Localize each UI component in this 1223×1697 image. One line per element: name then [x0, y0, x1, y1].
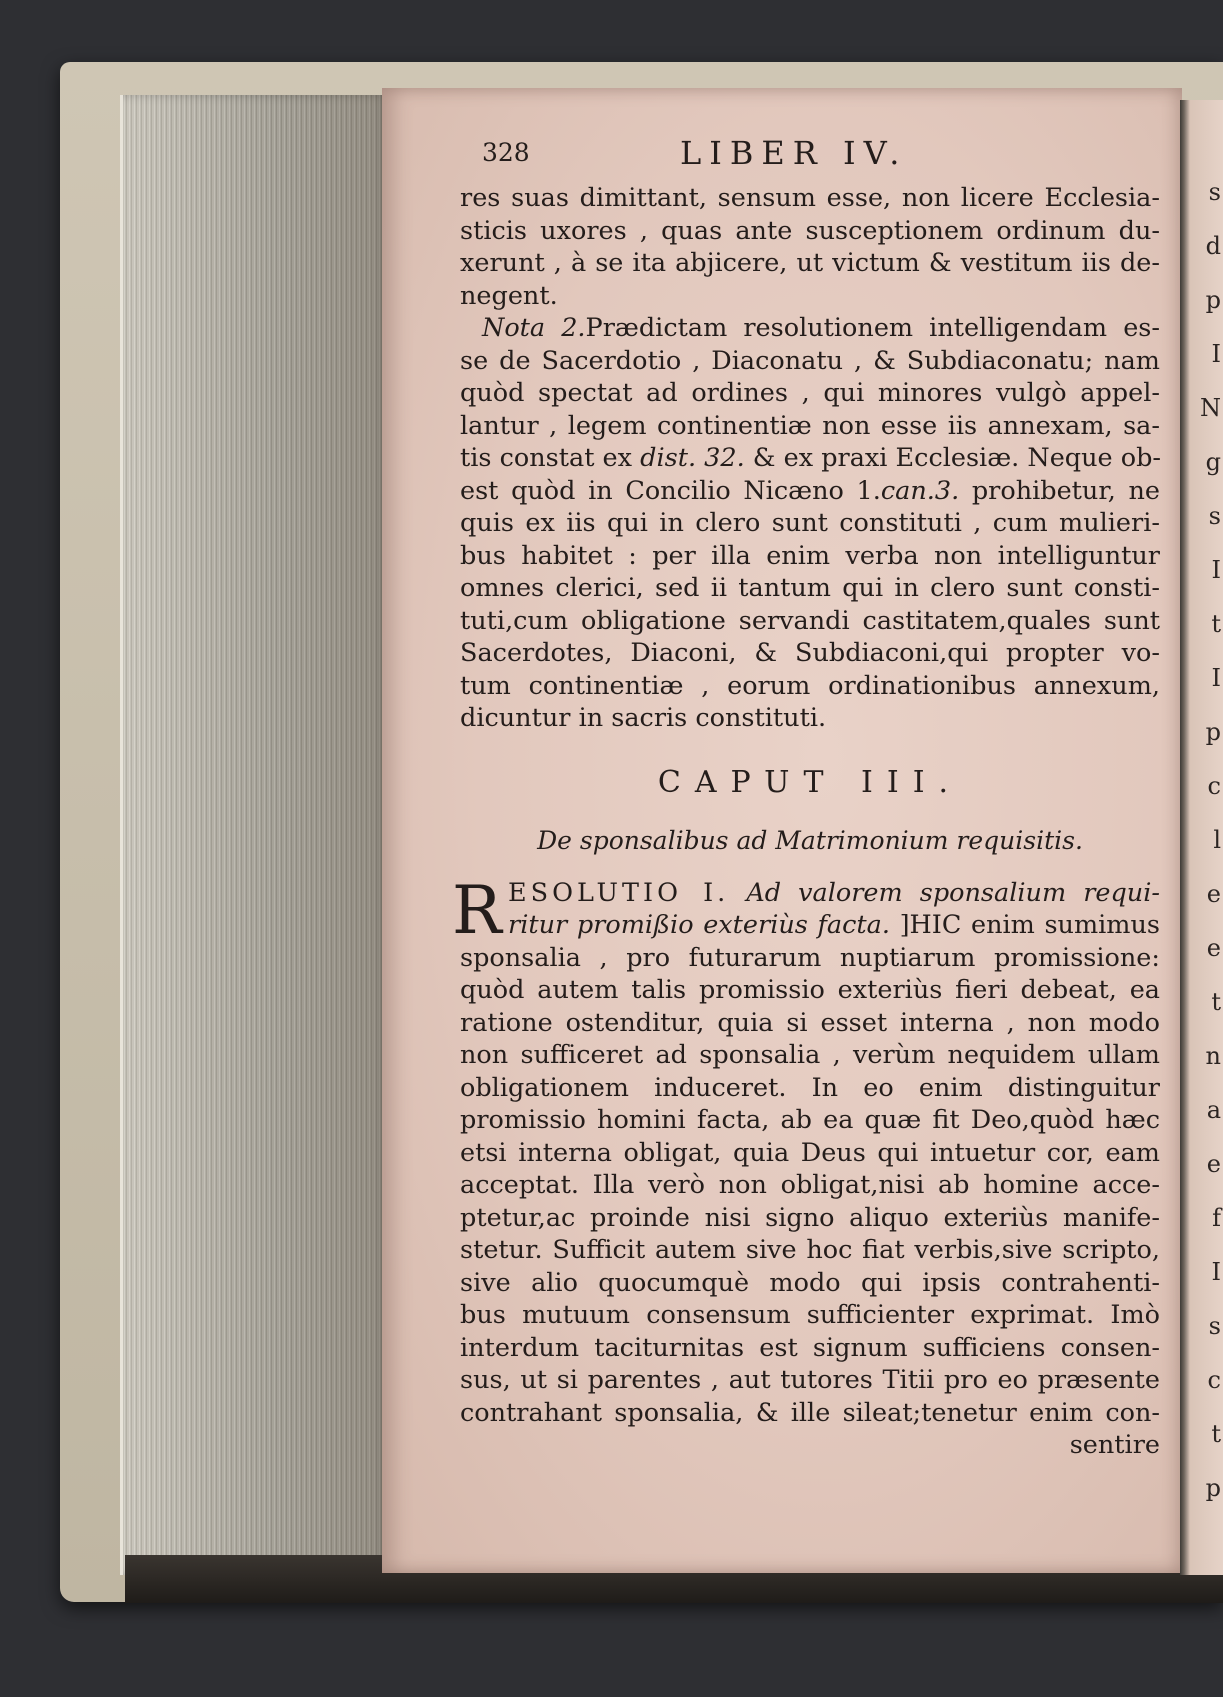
- facing-page-letter: c: [1207, 772, 1221, 800]
- facing-page-letter: I: [1211, 340, 1221, 368]
- text-line: promissio homini facta, ab ea quæ fit Deo,quòd hæc: [460, 1105, 1160, 1135]
- text-line: omnes clerici, sed ii tantum qui in clero sunt consti-: [460, 573, 1160, 603]
- text-line: obligationem induceret. In eo enim distinguitur: [460, 1072, 1160, 1103]
- text-line: dicuntur in sacris constituti.: [460, 703, 827, 733]
- text-line: sticis uxores , quas ante susceptionem ordinum du-: [460, 215, 1160, 246]
- text-line: Sacerdotes, Diaconi, & Subdiaconi,qui propter vo-: [460, 638, 1160, 668]
- text-line: se de Sacerdotio , Diaconatu , & Subdiaconatu; nam: [460, 345, 1160, 376]
- catchword: sentire: [1069, 1430, 1160, 1460]
- text-line: [460, 442, 1160, 475]
- text-line: ratione ostenditur, quia si esset interna , non modo: [460, 1007, 1160, 1038]
- resolution-thesis: Ad valorem sponsalium requi-: [746, 877, 1160, 908]
- facing-page-letter: d: [1205, 232, 1221, 260]
- facing-page-letter: l: [1213, 826, 1221, 854]
- page-edges: [120, 95, 388, 1575]
- paragraph-note: [460, 312, 1160, 735]
- paragraph-continuation: [460, 182, 1160, 312]
- text-line: bus habitet : per illa enim verba non intelliguntur: [460, 540, 1160, 571]
- text-line: [460, 312, 1160, 345]
- text-line: xerunt , à se ita abjicere, ut victum & vestitum iis de-: [460, 248, 1160, 278]
- facing-page-letter: t: [1211, 988, 1221, 1016]
- text-fragment: tis constat ex: [460, 443, 641, 473]
- text-line: ptetur,ac proinde nisi signo aliquo exteriùs manife-: [460, 1202, 1160, 1233]
- text-line: sponsalia , pro futurarum nuptiarum promissione:: [460, 942, 1160, 973]
- facing-page-letter: f: [1212, 1204, 1221, 1232]
- page-text: [452, 134, 1162, 1462]
- text-line: quis ex iis qui in clero sunt constituti , cum mulieri-: [460, 508, 1160, 538]
- citation: can.3.: [880, 475, 960, 506]
- text-line: contrahant sponsalia, & ille sileat;tenetur enim con-: [460, 1397, 1160, 1428]
- text-line: negent.: [460, 280, 558, 311]
- text-line: quòd spectat ad ordines , qui minores vulgò appel-: [460, 378, 1160, 408]
- text-line: tum continentiæ , eorum ordinationibus annexum,: [460, 670, 1160, 701]
- text-line: acceptat. Illa verò non obligat,nisi ab homine acce-: [460, 1170, 1160, 1200]
- facing-page-letter: c: [1207, 1366, 1221, 1394]
- resolution-label: ESOLUTIO I.: [508, 877, 730, 908]
- text-line: tuti,cum obligatione servandi castitatem,quales sunt: [460, 605, 1160, 636]
- facing-page-letter: t: [1211, 1420, 1221, 1448]
- text-line: etsi interna obligat, quia Deus qui intuetur cor, eam: [460, 1137, 1160, 1168]
- page-edges-shade: [123, 95, 388, 1575]
- facing-page-letter: e: [1206, 880, 1221, 908]
- text-fragment: est quòd in Concilio Nicæno 1.: [460, 475, 881, 506]
- text-fragment: ]HIC enim sumimus: [899, 910, 1160, 940]
- facing-page-letter: N: [1200, 394, 1221, 422]
- facing-page-letter: g: [1205, 448, 1221, 476]
- facing-page-letter: I: [1211, 556, 1221, 584]
- text-line: bus mutuum consensum sufficienter exprimat. Imò: [460, 1300, 1160, 1330]
- note-label: Nota 2.: [482, 313, 586, 343]
- text-line: [460, 877, 1160, 910]
- resolution-paragraph: [452, 871, 1160, 1462]
- facing-page-letter: s: [1208, 1312, 1221, 1340]
- facing-page-letter: e: [1206, 934, 1221, 962]
- drop-cap: R: [452, 871, 502, 949]
- text-fragment: Prædictam resolutionem intelligendam es-: [585, 313, 1160, 343]
- citation: dist. 32.: [640, 443, 745, 473]
- facing-page-letter: I: [1211, 664, 1221, 692]
- text-line: lantur , legem continentiæ non esse iis annexam, sa-: [460, 410, 1160, 441]
- text-fragment: prohibetur, ne: [959, 475, 1161, 506]
- chapter-title: CAPUT III.: [657, 764, 963, 800]
- facing-page-letter: I: [1211, 1258, 1221, 1286]
- text-line: res suas dimittant, sensum esse, non licere Ecclesia-: [460, 183, 1160, 213]
- text-line: sive alio quocumquè modo qui ipsis contrahenti-: [460, 1267, 1160, 1298]
- facing-page-letter: p: [1205, 1474, 1221, 1502]
- facing-page-letter: a: [1206, 1096, 1221, 1124]
- page-number: 328: [482, 138, 530, 167]
- facing-page-letter: p: [1205, 286, 1221, 314]
- facing-page-letter: n: [1205, 1042, 1221, 1070]
- facing-page-letter: s: [1208, 178, 1221, 206]
- facing-page-letter: e: [1206, 1150, 1221, 1178]
- facing-page-edge: [1180, 100, 1223, 1575]
- page-header: [460, 134, 1160, 180]
- running-head: LIBER IV.: [680, 134, 908, 172]
- text-line: non sufficeret ad sponsalia , verùm nequidem ullam: [460, 1040, 1160, 1070]
- facing-page-letter: s: [1208, 502, 1221, 530]
- text-line: sus, ut si parentes , aut tutores Titii pro eo præsente: [460, 1365, 1160, 1395]
- facing-page-letter: p: [1205, 718, 1221, 746]
- resolution-thesis: ritur promißio exteriùs facta.: [508, 910, 890, 940]
- chapter-subtitle: De sponsalibus ad Matrimonium requisitis.: [537, 825, 1083, 855]
- facing-page-letter: t: [1211, 610, 1221, 638]
- text-line: interdum taciturnitas est signum sufficiens consen-: [460, 1332, 1160, 1363]
- text-line: [460, 909, 1160, 942]
- text-fragment: & ex praxi Ecclesiæ. Neque ob-: [744, 443, 1162, 473]
- text-line: stetur. Sufficit autem sive hoc fiat verbis,sive scripto,: [460, 1235, 1160, 1265]
- text-line: quòd autem talis promissio exteriùs fieri debeat, ea: [460, 975, 1160, 1005]
- text-line: [460, 475, 1160, 508]
